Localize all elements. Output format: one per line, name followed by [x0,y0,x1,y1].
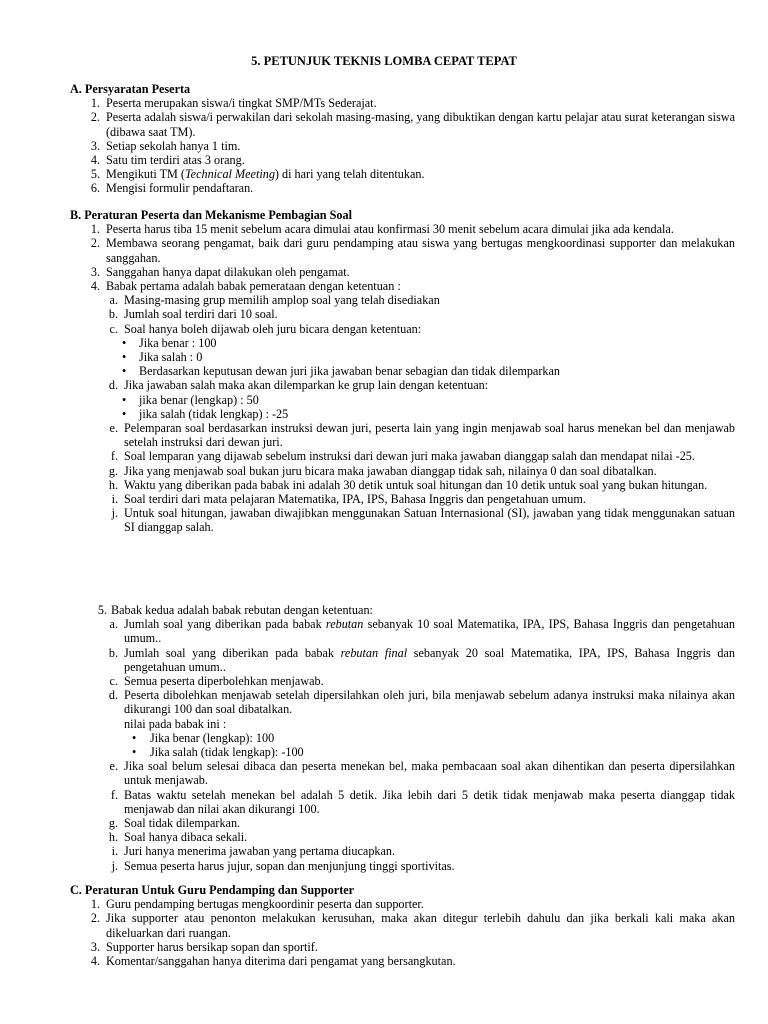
item-number: c. [109,674,118,689]
item-text: Waktu yang diberikan pada babak ini adalah 30 detik untuk soal hitungan dan 10 detik untuk soal yang bukan hitungan. [124,477,708,492]
item-text: Soal tidak dilemparkan. [124,816,241,831]
babak2-item [70,617,735,645]
item-number: b. [108,645,118,660]
bullet-item [70,407,735,421]
bullet-item [70,393,735,407]
item-text: Soal hanya dibaca sekali. [124,830,248,845]
item-number: j. [111,506,118,521]
section-a-item [70,167,735,181]
babak1-item [70,293,735,307]
bullet-dot: • [122,392,127,407]
item-number: 4. [90,153,100,168]
item-number: g. [108,463,118,478]
item-number: 3. [90,138,100,153]
section-c-item [70,911,735,939]
item-text: Soal lemparan yang dijawab sebelum instruksi dari dewan juri maka jawaban dianggap salah dan mendapat nilai -25. [124,449,695,464]
bullet-item [70,731,735,745]
babak1-item [70,378,735,392]
bullet-text: Berdasarkan keputusan dewan juri jika jawaban benar sebagian dan tidak dilemparkan [139,364,560,379]
section-c [70,883,735,968]
item-text: Jika yang menjawab soal bukan juru bicara maka jawaban dianggap tidak sah, nilainya 0 dan soal dibatalkan. [124,463,657,478]
bullet-dot: • [122,335,127,350]
item-number: a. [109,293,118,308]
bullet-item [70,336,735,350]
babak1-item [70,478,735,492]
item-text: Babak pertama adalah babak pemerataan dengan ketentuan : [106,279,401,294]
section-c-item [70,897,735,911]
babak1-item [70,506,735,534]
item-text: Soal terdiri dari mata pelajaran Matematika, IPA, IPS, Bahasa Inggris dan pengetahuan umum. [124,492,586,507]
item-text: Semua peserta harus jujur, sopan dan menjunjung tinggi sportivitas. [124,858,455,873]
item-text: Peserta adalah siswa/i perwakilan dari sekolah masing-masing, yang dibuktikan dengan kartu pelajar atau surat keterangan siswa (dibawa saat TM). [106,110,735,139]
item-text: Peserta harus tiba 15 menit sebelum acara dimulai atau konfirmasi 30 menit sebelum acara dimulai jika ada kendala. [106,222,674,237]
item-text: Soal hanya boleh dijawab oleh juru bicara dengan ketentuan: [124,321,422,336]
item-number: 4. [90,954,100,969]
babak2-item [70,674,735,688]
item-number: e. [109,759,118,774]
section-a-item [70,96,735,110]
item-number: d. [108,688,118,703]
item-number: j. [111,858,118,873]
item-text: Peserta merupakan siswa/i tingkat SMP/MTs Sederajat. [106,96,377,111]
item-text: Masing-masing grup memilih amplop soal yang telah disediakan [124,293,440,308]
item-text: Mengikuti TM (Technical Meeting) di hari yang telah ditentukan. [106,167,425,182]
bullet-dot: • [132,730,137,745]
item-number: g. [108,816,118,831]
bullet-dot: • [122,350,127,365]
item-text: Mengisi formulir pendaftaran. [106,181,254,196]
babak1-item [70,322,735,336]
bullet-text: Jika benar : 100 [139,335,217,350]
item-number: 2. [90,911,100,926]
babak1-item [70,492,735,506]
section-b [70,208,735,535]
bullet-item [70,364,735,378]
item-number: 1. [90,96,100,111]
babak1-item [70,464,735,478]
babak2-intro-row [70,603,735,617]
section-a-heading: A. Persyaratan Peserta [70,82,191,96]
section-b-heading: B. Peraturan Peserta dan Mekanisme Pembagian Soal [70,208,352,222]
section-c-heading: C. Peraturan Untuk Guru Pendamping dan Supporter [70,883,355,897]
babak2-item [70,844,735,858]
bullet-text: Jika salah (tidak lengkap): -100 [150,745,304,760]
item-number: 3. [90,264,100,279]
item-number: h. [108,477,118,492]
bullet-text: jika salah (tidak lengkap) : -25 [139,406,289,421]
babak2-item [70,688,735,716]
section-b-babak2 [70,603,735,873]
item-text: Jika jawaban salah maka akan dilemparkan ke grup lain dengan ketentuan: [124,378,489,393]
section-b-item [70,279,735,293]
item-number: d. [108,378,118,393]
item-number: 5. [97,603,107,617]
item-number: i. [111,844,118,859]
item-number: 3. [90,939,100,954]
item-text: Supporter harus bersikap sopan dan sportif. [106,939,318,954]
babak1-item [70,449,735,463]
section-c-item [70,954,735,968]
bullet-item [70,745,735,759]
item-text: Jumlah soal terdiri dari 10 soal. [124,307,278,322]
item-text: Jumlah soal yang diberikan pada babak rebutan sebanyak 10 soal Matematika, IPA, IPS, Bahasa Inggris dan pengetahuan umum.. [124,617,735,646]
babak1-list [70,293,735,534]
item-text: Peserta dibolehkan menjawab setelah dipersilahkan oleh juri, bila menjawab sebelum adanya instruksi maka nilainya akan dikurangi 100 dan soal dibatalkan. [124,688,735,717]
bullet-dot: • [122,364,127,379]
section-b-item [70,236,735,264]
item-number: 6. [90,181,100,196]
item-number: 1. [90,897,100,912]
section-a-item [70,181,735,195]
item-number: c. [109,321,118,336]
babak2-item [70,759,735,787]
bullet-item [70,350,735,364]
babak2-list [70,617,735,873]
item-text: Setiap sekolah hanya 1 tim. [106,138,241,153]
item-text: Untuk soal hitungan, jawaban diwajibkan menggunakan Satuan Internasional (SI), jawaban yang tidak menggunakan satuan SI dianggap salah. [124,506,735,535]
babak2-item [70,816,735,830]
item-text: Jumlah soal yang diberikan pada babak rebutan final sebanyak 20 soal Matematika, IPA, IPS, Bahasa Inggris dan pengetahuan umum.. [124,645,735,674]
bullet-text: jika benar (lengkap) : 50 [139,392,259,407]
item-text: Komentar/sanggahan hanya diterima dari pengamat yang bersangkutan. [106,954,456,969]
item-number: 1. [90,222,100,237]
item-text: Babak kedua adalah babak rebutan dengan ketentuan: [111,603,373,617]
bullet-dot: • [132,745,137,760]
section-a-item [70,139,735,153]
section-b-list [70,222,735,293]
item-text: Membawa seorang pengamat, baik dari guru pendamping atau siswa yang bertugas mengkoordinasi supporter dan melakukan sanggahan. [106,236,735,265]
babak2-item [70,830,735,844]
item-text: Juri hanya menerima jawaban yang pertama diucapkan. [124,844,396,859]
item-text: Jika supporter atau penonton melakukan kerusuhan, maka akan ditegur terlebih dahulu dan jika berkali kali maka akan dikeluarkan dari ruangan. [106,911,735,940]
item-text: Pelemparan soal berdasarkan instruksi dewan juri, peserta lain yang ingin menjawab soal harus menekan bel dan menjawab setelah instruksi dari dewan juri. [124,421,735,450]
section-a-item [70,153,735,167]
babak2-item [70,859,735,873]
section-b-item [70,222,735,236]
bullet-text: Jika benar (lengkap): 100 [150,730,275,745]
section-a [70,82,735,196]
babak2-item [70,788,735,816]
item-number: f. [110,787,118,802]
bullet-dot: • [122,406,127,421]
section-b-item [70,265,735,279]
item-number: 2. [90,236,100,251]
item-text: Jika soal belum selesai dibaca dan peserta menekan bel, maka pembacaan soal akan dihentikan dan peserta dipersilahkan untuk menjawab. [124,759,735,788]
item-number: b. [108,307,118,322]
item-text: Sanggahan hanya dapat dilakukan oleh pengamat. [106,264,350,279]
bullet-text: Jika salah : 0 [139,350,203,365]
item-number: 4. [90,279,100,294]
babak2-item [70,646,735,674]
section-c-item [70,940,735,954]
babak2-extra-line: nilai pada babak ini : [124,716,227,731]
item-number: i. [111,492,118,507]
item-text: Satu tim terdiri atas 3 orang. [106,153,245,168]
item-number: f. [110,449,118,464]
babak2-intro [70,603,735,617]
section-a-item [70,110,735,138]
item-number: 5. [90,167,100,182]
item-text: Semua peserta diperbolehkan menjawab. [124,674,324,689]
section-a-list [70,96,735,195]
item-number: 2. [90,110,100,125]
item-text: Batas waktu setelah menekan bel adalah 5 detik. Jika lebih dari 5 detik tidak menjawab maka peserta dianggap tidak menjawab dan nilai akan dikurangi 100. [124,787,735,816]
item-number: e. [109,421,118,436]
babak1-item [70,421,735,449]
item-text: Guru pendamping bertugas mengkoordinir peserta dan supporter. [106,897,424,912]
babak1-item [70,307,735,321]
section-c-list [70,897,735,968]
item-number: a. [109,617,118,632]
item-number: h. [108,830,118,845]
document-title: 5. PETUNJUK TEKNIS LOMBA CEPAT TEPAT [251,54,517,68]
